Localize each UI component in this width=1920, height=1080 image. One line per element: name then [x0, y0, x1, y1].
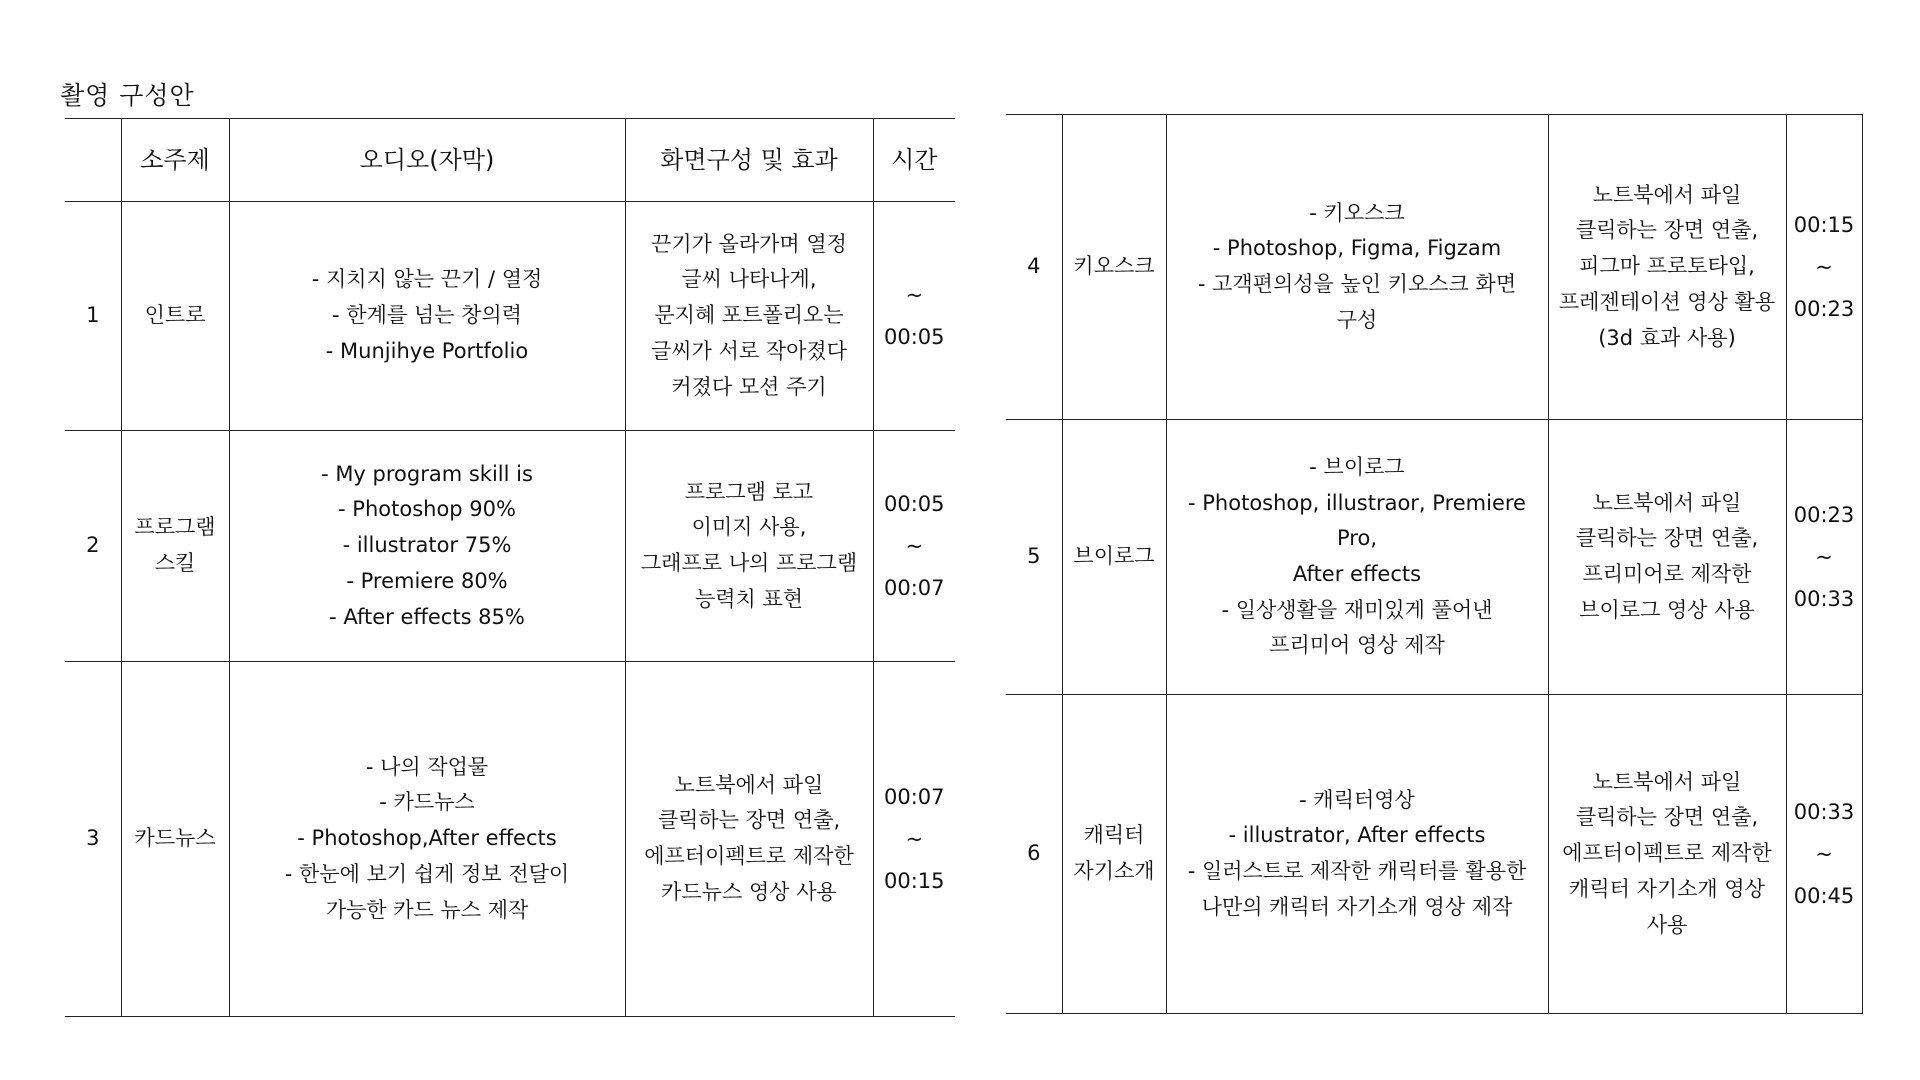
audio-line: - 나의 작업물	[365, 754, 489, 779]
audio-line: - Photoshop, illustraor, Premiere Pro,	[1188, 490, 1526, 551]
screen-line: (3d 효과 사용)	[1598, 325, 1736, 350]
audio-line: - Photoshop 90%	[338, 497, 516, 522]
topic-line: 캐릭터	[1083, 823, 1145, 848]
time-cell	[1786, 115, 1862, 420]
topic-cell	[121, 202, 229, 431]
time-line: 00:23	[1793, 503, 1855, 527]
screen-line: 에프터이펙트로 제작한	[644, 844, 854, 868]
time-line: 00:07	[883, 785, 945, 809]
topic-cell	[121, 431, 229, 662]
screen-effect-cell	[625, 202, 873, 431]
topic-line: 카드뉴스	[134, 826, 216, 851]
time-line: ~	[905, 827, 924, 851]
time-line: 00:15	[883, 869, 945, 893]
page-title: 촬영 구성안	[60, 81, 195, 110]
audio-line: 구성	[1336, 307, 1378, 332]
screen-line: 에프터이펙트로 제작한	[1562, 841, 1772, 866]
screen-line: 캐릭터 자기소개 영상	[1569, 876, 1765, 901]
screen-line: 클릭하는 장면 연출,	[1575, 805, 1759, 830]
audio-line: 가능한 카드 뉴스 제작	[325, 897, 529, 922]
shooting-plan-table-right	[1006, 114, 1863, 1014]
screen-effect-cell	[625, 662, 873, 1017]
screen-line: 카드뉴스 영상 사용	[661, 879, 837, 904]
audio-line: - My program skill is	[321, 461, 533, 486]
time-line: 00:05	[883, 492, 945, 516]
topic-line: 브이로그	[1073, 544, 1155, 569]
screen-line: 프로그램 로고	[684, 479, 814, 504]
audio-line: - Munjihye Portfolio	[325, 338, 529, 363]
screen-line: 글씨 나타나게,	[681, 267, 817, 292]
audio-line: - Photoshop, Figma, Figzam	[1212, 236, 1502, 261]
screen-line: 클릭하는 장면 연출,	[1575, 218, 1759, 243]
row-number-cell: 5	[1006, 420, 1062, 695]
screen-line: 문지혜 포트폴리오는	[654, 303, 844, 328]
time-line: 00:23	[1793, 297, 1855, 321]
audio-line: - 카드뉴스	[379, 790, 475, 815]
time-line: ~	[905, 534, 924, 558]
time-line: ~	[905, 283, 924, 307]
topic-line: 스킬	[154, 551, 196, 575]
table-row	[65, 202, 955, 431]
shooting-plan-table-left	[65, 118, 955, 1017]
table-row	[65, 431, 955, 662]
audio-cell	[1166, 115, 1548, 420]
time-line: ~	[1815, 545, 1833, 569]
screen-effect-cell	[625, 431, 873, 662]
screen-line: 브이로그 영상 사용	[1579, 597, 1755, 622]
time-line: 00:05	[883, 325, 945, 349]
row-number-cell: 6	[1006, 695, 1062, 1014]
screen-line: 끈기가 올라가며 열정	[651, 231, 847, 256]
screen-effect-cell	[1548, 115, 1786, 420]
audio-line: - 키오스크	[1309, 200, 1405, 225]
time-line: 00:15	[1793, 213, 1855, 237]
audio-line: - 한계를 넘는 창의력	[332, 303, 522, 328]
time-line: ~	[1815, 255, 1833, 279]
screen-line: 프리미어로 제작한	[1582, 562, 1752, 586]
screen-line: 노트북에서 파일	[1592, 490, 1742, 515]
table-row	[65, 662, 955, 1017]
screen-line: 피그마 프로토타입,	[1579, 254, 1755, 279]
audio-cell	[229, 202, 625, 431]
screen-line: 커졌다 모션 주기	[671, 374, 827, 399]
screen-line: 클릭하는 장면 연출,	[657, 808, 841, 833]
time-line: 00:45	[1793, 884, 1855, 908]
screen-line: 사용	[1646, 912, 1688, 937]
header-screen: 화면구성 및 효과	[625, 119, 873, 202]
header-time: 시간	[873, 119, 955, 202]
topic-line: 자기소개	[1073, 859, 1155, 883]
table-row	[1006, 695, 1862, 1014]
screen-line: 글씨가 서로 작아졌다	[651, 338, 847, 363]
screen-line: 노트북에서 파일	[674, 772, 824, 797]
time-cell	[1786, 420, 1862, 695]
screen-line: 프레젠테이션 영상 활용	[1558, 289, 1776, 314]
topic-line: 키오스크	[1073, 254, 1155, 279]
screen-line: 그래프로 나의 프로그램	[640, 551, 858, 575]
header-audio: 오디오(자막)	[229, 119, 625, 202]
topic-cell	[1062, 695, 1166, 1014]
screen-line: 이미지 사용,	[691, 515, 807, 540]
time-line: ~	[1815, 842, 1833, 866]
audio-line: - 한눈에 보기 쉽게 정보 전달이	[284, 861, 570, 886]
audio-line: 프리미어 영상 제작	[1269, 633, 1445, 658]
time-line: 00:07	[883, 576, 945, 600]
topic-cell	[1062, 115, 1166, 420]
audio-cell	[1166, 420, 1548, 695]
audio-line: - Photoshop,After effects	[297, 826, 557, 851]
time-cell	[873, 431, 955, 662]
screen-effect-cell	[1548, 695, 1786, 1014]
audio-line: - 캐릭터영상	[1299, 787, 1415, 812]
header-no	[65, 119, 121, 202]
topic-line: 인트로	[144, 303, 206, 328]
row-number-cell: 1	[65, 202, 121, 431]
audio-line: 나만의 캐릭터 자기소개 영상 제작	[1201, 894, 1513, 919]
topic-cell	[121, 662, 229, 1017]
audio-line: - illustrator, After effects	[1228, 823, 1486, 848]
header-topic: 소주제	[121, 119, 229, 202]
audio-line: - 지치지 않는 끈기 / 열정	[311, 267, 543, 292]
time-line: 00:33	[1793, 800, 1855, 824]
audio-cell	[229, 662, 625, 1017]
audio-line: After effects	[1292, 562, 1422, 586]
audio-line: - 일러스트로 제작한 캐릭터를 활용한	[1187, 859, 1527, 883]
time-line: 00:33	[1793, 587, 1855, 611]
audio-cell	[229, 431, 625, 662]
screen-line: 노트북에서 파일	[1592, 182, 1742, 207]
audio-line: - illustrator 75%	[342, 533, 512, 558]
audio-line: - 고객편의성을 높인 키오스크 화면	[1197, 272, 1517, 296]
row-number-cell: 3	[65, 662, 121, 1017]
screen-effect-cell	[1548, 420, 1786, 695]
screen-line: 노트북에서 파일	[1592, 769, 1742, 794]
time-cell	[873, 662, 955, 1017]
table-row	[1006, 115, 1862, 420]
table-row	[1006, 420, 1862, 695]
screen-line: 클릭하는 장면 연출,	[1575, 526, 1759, 551]
audio-line: - After effects 85%	[329, 604, 525, 629]
audio-line: - Premiere 80%	[346, 568, 508, 593]
row-number-cell: 2	[65, 431, 121, 662]
topic-cell	[1062, 420, 1166, 695]
audio-line: - 브이로그	[1309, 454, 1405, 479]
table-header-row	[65, 119, 955, 202]
time-cell	[873, 202, 955, 431]
row-number-cell: 4	[1006, 115, 1062, 420]
topic-line: 프로그램	[134, 515, 216, 540]
time-cell	[1786, 695, 1862, 1014]
audio-cell	[1166, 695, 1548, 1014]
audio-line: - 일상생활을 재미있게 풀어낸	[1221, 597, 1493, 622]
screen-line: 능력치 표현	[694, 586, 804, 611]
